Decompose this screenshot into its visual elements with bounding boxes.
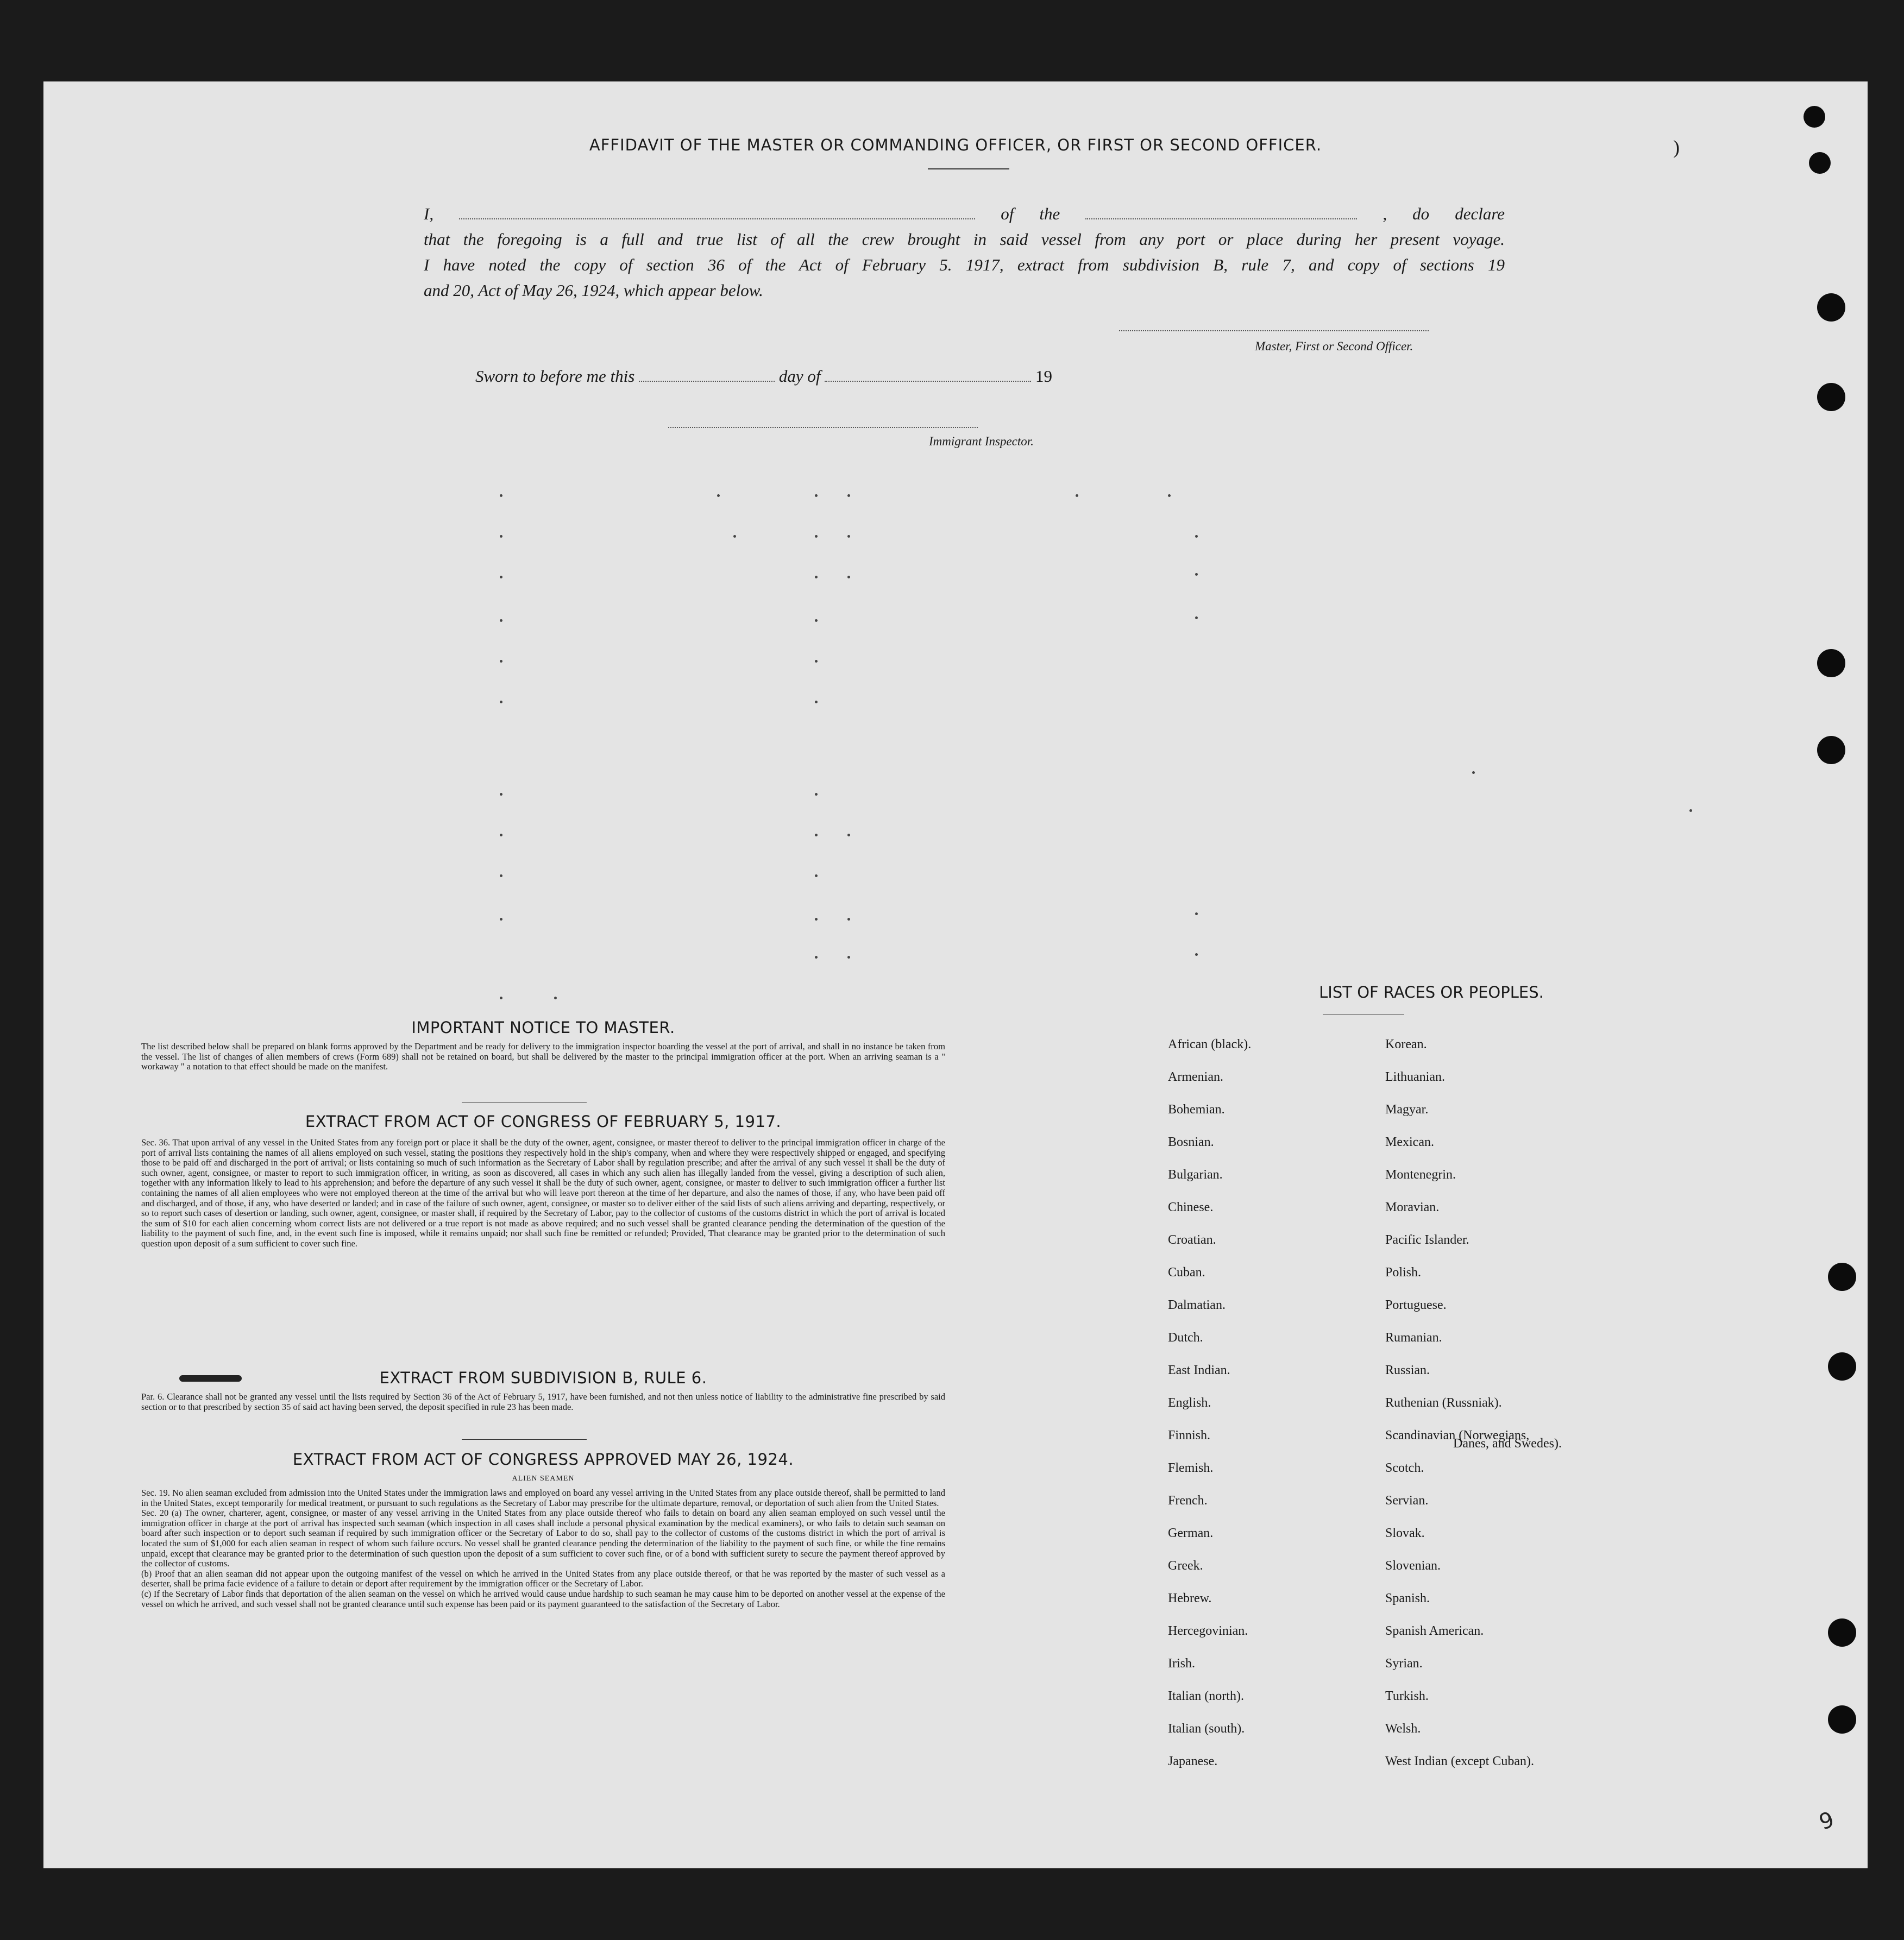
punch-hole (1817, 736, 1845, 764)
sec-20a-text: Sec. 20 (a) The owner, charterer, agent, consignee, or master of any vessel arriving in the United States from any place outside thereof who fails to detain on board any alien seaman employed on such vessel until the immigration officer in charge at the port of arrival has inspected such seaman (which inspection in all cases shall include a personal physical examination by the medical examiners), or who fails to detain such seaman on board after such inspection or to deport such seaman if required by such immigration officer or the Secretary of Labor to do so, shall pay to the collector of customs of the customs district in which the port of arrival is located the sum of $1,000 for each alien seaman in respect of whom such failure occurs. No vessel shall be granted clearance pending the determination of the liability to the payment of such fine, or while the fine remains unpaid, except that clearance may be granted prior to the determination of such question upon the deposit of a sum sufficient to cover such fine, or of a bond with sufficient surety to secure the payment thereof approved by the collector of customs. (141, 1508, 945, 1569)
dot (500, 997, 502, 999)
race-item: Chinese. (1168, 1200, 1214, 1214)
punch-hole (1817, 293, 1845, 322)
race-item: African (black). (1168, 1037, 1252, 1051)
punch-hole (1828, 1618, 1856, 1647)
extract-1917-text: Sec. 36. That upon arrival of any vessel in the United States from any foreign port or place it shall be the duty of the owner, agent, consignee, or master thereof to deliver to the principal immigration officer in charge of the port of arrival lists containing the names of all aliens employed on such vessel, stating the positions they respectively hold in the ship's company, when and where they were respectively shipped or engaged, and specifying those to be paid off and discharged in the port of arrival; or lists containing so much of such information as the Secretary of Labor shall by regulation prescribe; and after the arrival of any such vessel it shall be the duty of such owner, agent, consignee, or master to report to such immigration officer, in writing, as soon as discovered, all cases in which any such alien has illegally landed from the vessel, giving a description of such alien, together with any information likely to lead to his apprehension; and before the departure of any such vessel it shall be the duty of such owner, agent, consignee, or master to deliver to such immigration officer a further list containing the names of all alien employees who were not employed thereon at the time of the arrival but who will leave port thereon at the time of her departure, and also the names of those, if any, who have been paid off and discharged, and of those, if any, who have deserted or landed; and in case of the failure of such owner, agent, consignee, or master so to deliver either of the said lists of such aliens arriving and departing, respectively, or so to report such cases of desertion or landing, such owner, agent, consignee, or master shall, if required by the Secretary of Labor, pay to the collector of customs of the customs district in which the port of arrival is located the sum of $10 for each alien concerning whom correct lists are not delivered or a true report is not made as above required; and no such vessel shall be granted clearance pending the determination of the question of the liability to the payment of such fine, and, in the event such fine is imposed, while it remains unpaid; nor shall such fine be remitted or refunded; Provided, That clearance may be granted prior to the determination of such question upon deposit of a sum sufficient to cover such fine. (141, 1137, 945, 1249)
race-item: Spanish. (1385, 1591, 1430, 1605)
notice-title: IMPORTANT NOTICE TO MASTER. (411, 1018, 675, 1037)
sec-19-text: Sec. 19. No alien seaman excluded from admission into the United States under the immigration laws and employed on board any vessel arriving in the United States from any place outside thereof, shall be permitted to land in the United States, except temporarily for medical treatment, or pursuant to such regulations as the Secretary of Labor may prescribe for the ultimate departure, removal, or deportation of such alien from the United States. (141, 1488, 945, 1508)
name-field[interactable] (459, 205, 975, 219)
sec-20b-text: (b) Proof that an alien seaman did not appear upon the outgoing manifest of the vessel on which he arrived in the United States from any place outside thereof, or that he was reported by the master of such vessel as a deserter, shall be prima facie evidence of a failure to detain or deport after requirement by the immigration officer or the Secretary of Labor. (141, 1568, 945, 1589)
race-scandinavian-cont: Danes, and Swedes). (1453, 1437, 1562, 1451)
race-item: Flemish. (1168, 1461, 1214, 1475)
declaration-do-declare: , do declare (1383, 204, 1505, 223)
race-item: Dutch. (1168, 1331, 1203, 1345)
race-item: Scandinavian (Norwegians, (1385, 1428, 1530, 1443)
dot (847, 918, 850, 921)
sworn-month-field[interactable] (825, 368, 1031, 382)
dot (1195, 535, 1198, 538)
race-item: Croatian. (1168, 1233, 1216, 1247)
extract-1924-text (141, 1488, 945, 1609)
rule-6-text: Par. 6. Clearance shall not be granted any vessel until the lists required by Section 36 of the Act of February 5, 1917, have been furnished, and not then unless notice of liability to the administrative fine prescribed by said section or to that prescribed by section 35 of said act having been served, the deposit specified in rule 23 has been made. (141, 1391, 945, 1412)
alien-seamen-subtitle: ALIEN SEAMEN (512, 1475, 575, 1483)
declaration-block (424, 201, 1505, 303)
sworn-day-field[interactable] (639, 368, 775, 382)
dot (500, 793, 502, 796)
race-item: Finnish. (1168, 1428, 1211, 1443)
race-item: Montenegrin. (1385, 1168, 1456, 1182)
margin-mark: ) (1673, 136, 1680, 158)
punch-hole (1817, 649, 1845, 677)
dot (717, 494, 720, 497)
dot (1195, 616, 1198, 619)
rule-6-divider (462, 1439, 587, 1440)
race-item: Hercegovinian. (1168, 1624, 1248, 1638)
race-item: English. (1168, 1396, 1211, 1410)
races-title: LIST OF RACES OR PEOPLES. (1319, 983, 1544, 1002)
dot (733, 535, 736, 538)
dot (815, 956, 818, 959)
dot (500, 660, 502, 663)
race-item: Ruthenian (Russniak). (1385, 1396, 1502, 1410)
dot (815, 793, 818, 796)
race-item: West Indian (except Cuban). (1385, 1754, 1534, 1768)
race-item: Bosnian. (1168, 1135, 1214, 1149)
dot (500, 576, 502, 578)
declaration-line-4: and 20, Act of May 26, 1924, which appear below. (424, 281, 763, 300)
extract-1924-title: EXTRACT FROM ACT OF CONGRESS APPROVED MAY 26, 1924. (292, 1450, 794, 1469)
sworn-day-of: day of (778, 367, 821, 386)
dot (847, 535, 850, 538)
extract-1917-title: EXTRACT FROM ACT OF CONGRESS OF FEBRUARY 5, 1917. (305, 1112, 782, 1131)
race-item: Portuguese. (1385, 1298, 1447, 1312)
race-item: East Indian. (1168, 1363, 1230, 1377)
punch-hole (1804, 106, 1825, 128)
race-item: Turkish. (1385, 1689, 1429, 1703)
declaration-line-3: I have noted the copy of section 36 of the Act of February 5. 1917, extract from subdivision B, rule 7, and copy of sections 19 (424, 255, 1505, 274)
dot (1076, 494, 1078, 497)
dot (815, 494, 818, 497)
race-item: Armenian. (1168, 1070, 1223, 1084)
dot (500, 701, 502, 703)
race-item: Spanish American. (1385, 1624, 1484, 1638)
race-item: Hebrew. (1168, 1591, 1212, 1605)
dot (847, 576, 850, 578)
sworn-prefix: Sworn to before me this (475, 367, 635, 386)
race-item: French. (1168, 1494, 1208, 1508)
dot (1195, 953, 1198, 956)
race-item: Irish. (1168, 1656, 1195, 1671)
race-item: German. (1168, 1526, 1214, 1540)
title-underline (928, 168, 1009, 169)
race-item: Bulgarian. (1168, 1168, 1223, 1182)
race-item: Dalmatian. (1168, 1298, 1226, 1312)
dot (847, 494, 850, 497)
race-item: Magyar. (1385, 1103, 1429, 1117)
race-item: Moravian. (1385, 1200, 1440, 1214)
race-item: Slovenian. (1385, 1559, 1441, 1573)
sworn-year: 19 (1035, 367, 1052, 386)
dot (1195, 912, 1198, 915)
dot (847, 956, 850, 959)
master-signature-line[interactable] (1119, 330, 1429, 331)
vessel-field[interactable] (1085, 205, 1357, 219)
dot (815, 619, 818, 622)
punch-hole (1828, 1263, 1856, 1291)
dot (1195, 573, 1198, 576)
race-item: Korean. (1385, 1037, 1427, 1051)
punch-hole (1828, 1352, 1856, 1381)
inspector-caption: Immigrant Inspector. (929, 434, 1034, 448)
race-item: Slovak. (1385, 1526, 1425, 1540)
dot (500, 834, 502, 836)
notice-text: The list described below shall be prepared on blank forms approved by the Department and be ready for delivery to the immigration inspector boarding the vessel at the port of arrival, and shall in no instance be taken from the vessel. The list of changes of alien members of crews (Form 689) shall not be retained on board, but shall be delivered by the master to the principal immigration officer at the port. When an arriving seaman is a " workaway " a notation to that effect should be made on the manifest. (141, 1041, 945, 1072)
race-item: Cuban. (1168, 1265, 1205, 1280)
race-item: Greek. (1168, 1559, 1203, 1573)
race-item: Mexican. (1385, 1135, 1434, 1149)
race-item: Pacific Islander. (1385, 1233, 1469, 1247)
race-item: Russian. (1385, 1363, 1430, 1377)
race-item: Italian (south). (1168, 1722, 1245, 1736)
punch-hole (1817, 383, 1845, 411)
dot (815, 918, 818, 921)
affidavit-title: AFFIDAVIT OF THE MASTER OR COMMANDING OFFICER, OR FIRST OR SECOND OFFICER. (589, 136, 1322, 154)
dot (500, 494, 502, 497)
race-item: Welsh. (1385, 1722, 1421, 1736)
race-item: Japanese. (1168, 1754, 1218, 1768)
dot (500, 535, 502, 538)
master-caption: Master, First or Second Officer. (1255, 339, 1413, 353)
dot (815, 660, 818, 663)
declaration-of-the: of the (1001, 204, 1060, 223)
dot (500, 619, 502, 622)
dot (500, 874, 502, 877)
dot (815, 701, 818, 703)
sec-20c-text: (c) If the Secretary of Labor finds that deportation of the alien seaman on the vessel on which he arrived would cause undue hardship to such seaman he may cause him to be deported on another vessel at the expense of the vessel on which he arrived, and such vessel shall not be granted clearance until such expense has been paid or its payment guaranteed to the satisfaction of the Secretary of Labor. (141, 1588, 945, 1609)
inspector-signature-line[interactable] (668, 427, 978, 428)
declaration-i: I, (424, 204, 434, 223)
punch-hole (1828, 1705, 1856, 1734)
document-page (43, 81, 1868, 1868)
ink-smudge (179, 1375, 242, 1382)
handwritten-mark: 9 (1815, 1807, 1838, 1835)
dot (1472, 771, 1475, 774)
dot (815, 576, 818, 578)
dot (1689, 809, 1692, 812)
declaration-line-2: that the foregoing is a full and true list of all the crew brought in said vessel from any port or place during her present voyage. (424, 230, 1505, 249)
race-item: Syrian. (1385, 1656, 1423, 1671)
sworn-line (475, 367, 1052, 386)
dot (815, 874, 818, 877)
dot (847, 834, 850, 836)
race-item: Servian. (1385, 1494, 1429, 1508)
race-item: Rumanian. (1385, 1331, 1442, 1345)
dot (1168, 494, 1171, 497)
rule-6-title: EXTRACT FROM SUBDIVISION B, RULE 6. (379, 1369, 707, 1387)
dot (815, 834, 818, 836)
race-item: Bohemian. (1168, 1103, 1225, 1117)
dot (554, 997, 557, 999)
dot (500, 918, 502, 921)
race-item: Polish. (1385, 1265, 1422, 1280)
race-item: Lithuanian. (1385, 1070, 1445, 1084)
race-item: Scotch. (1385, 1461, 1424, 1475)
declaration-line-1 (424, 201, 1505, 226)
punch-hole (1809, 152, 1831, 174)
dot (815, 535, 818, 538)
race-item: Italian (north). (1168, 1689, 1244, 1703)
